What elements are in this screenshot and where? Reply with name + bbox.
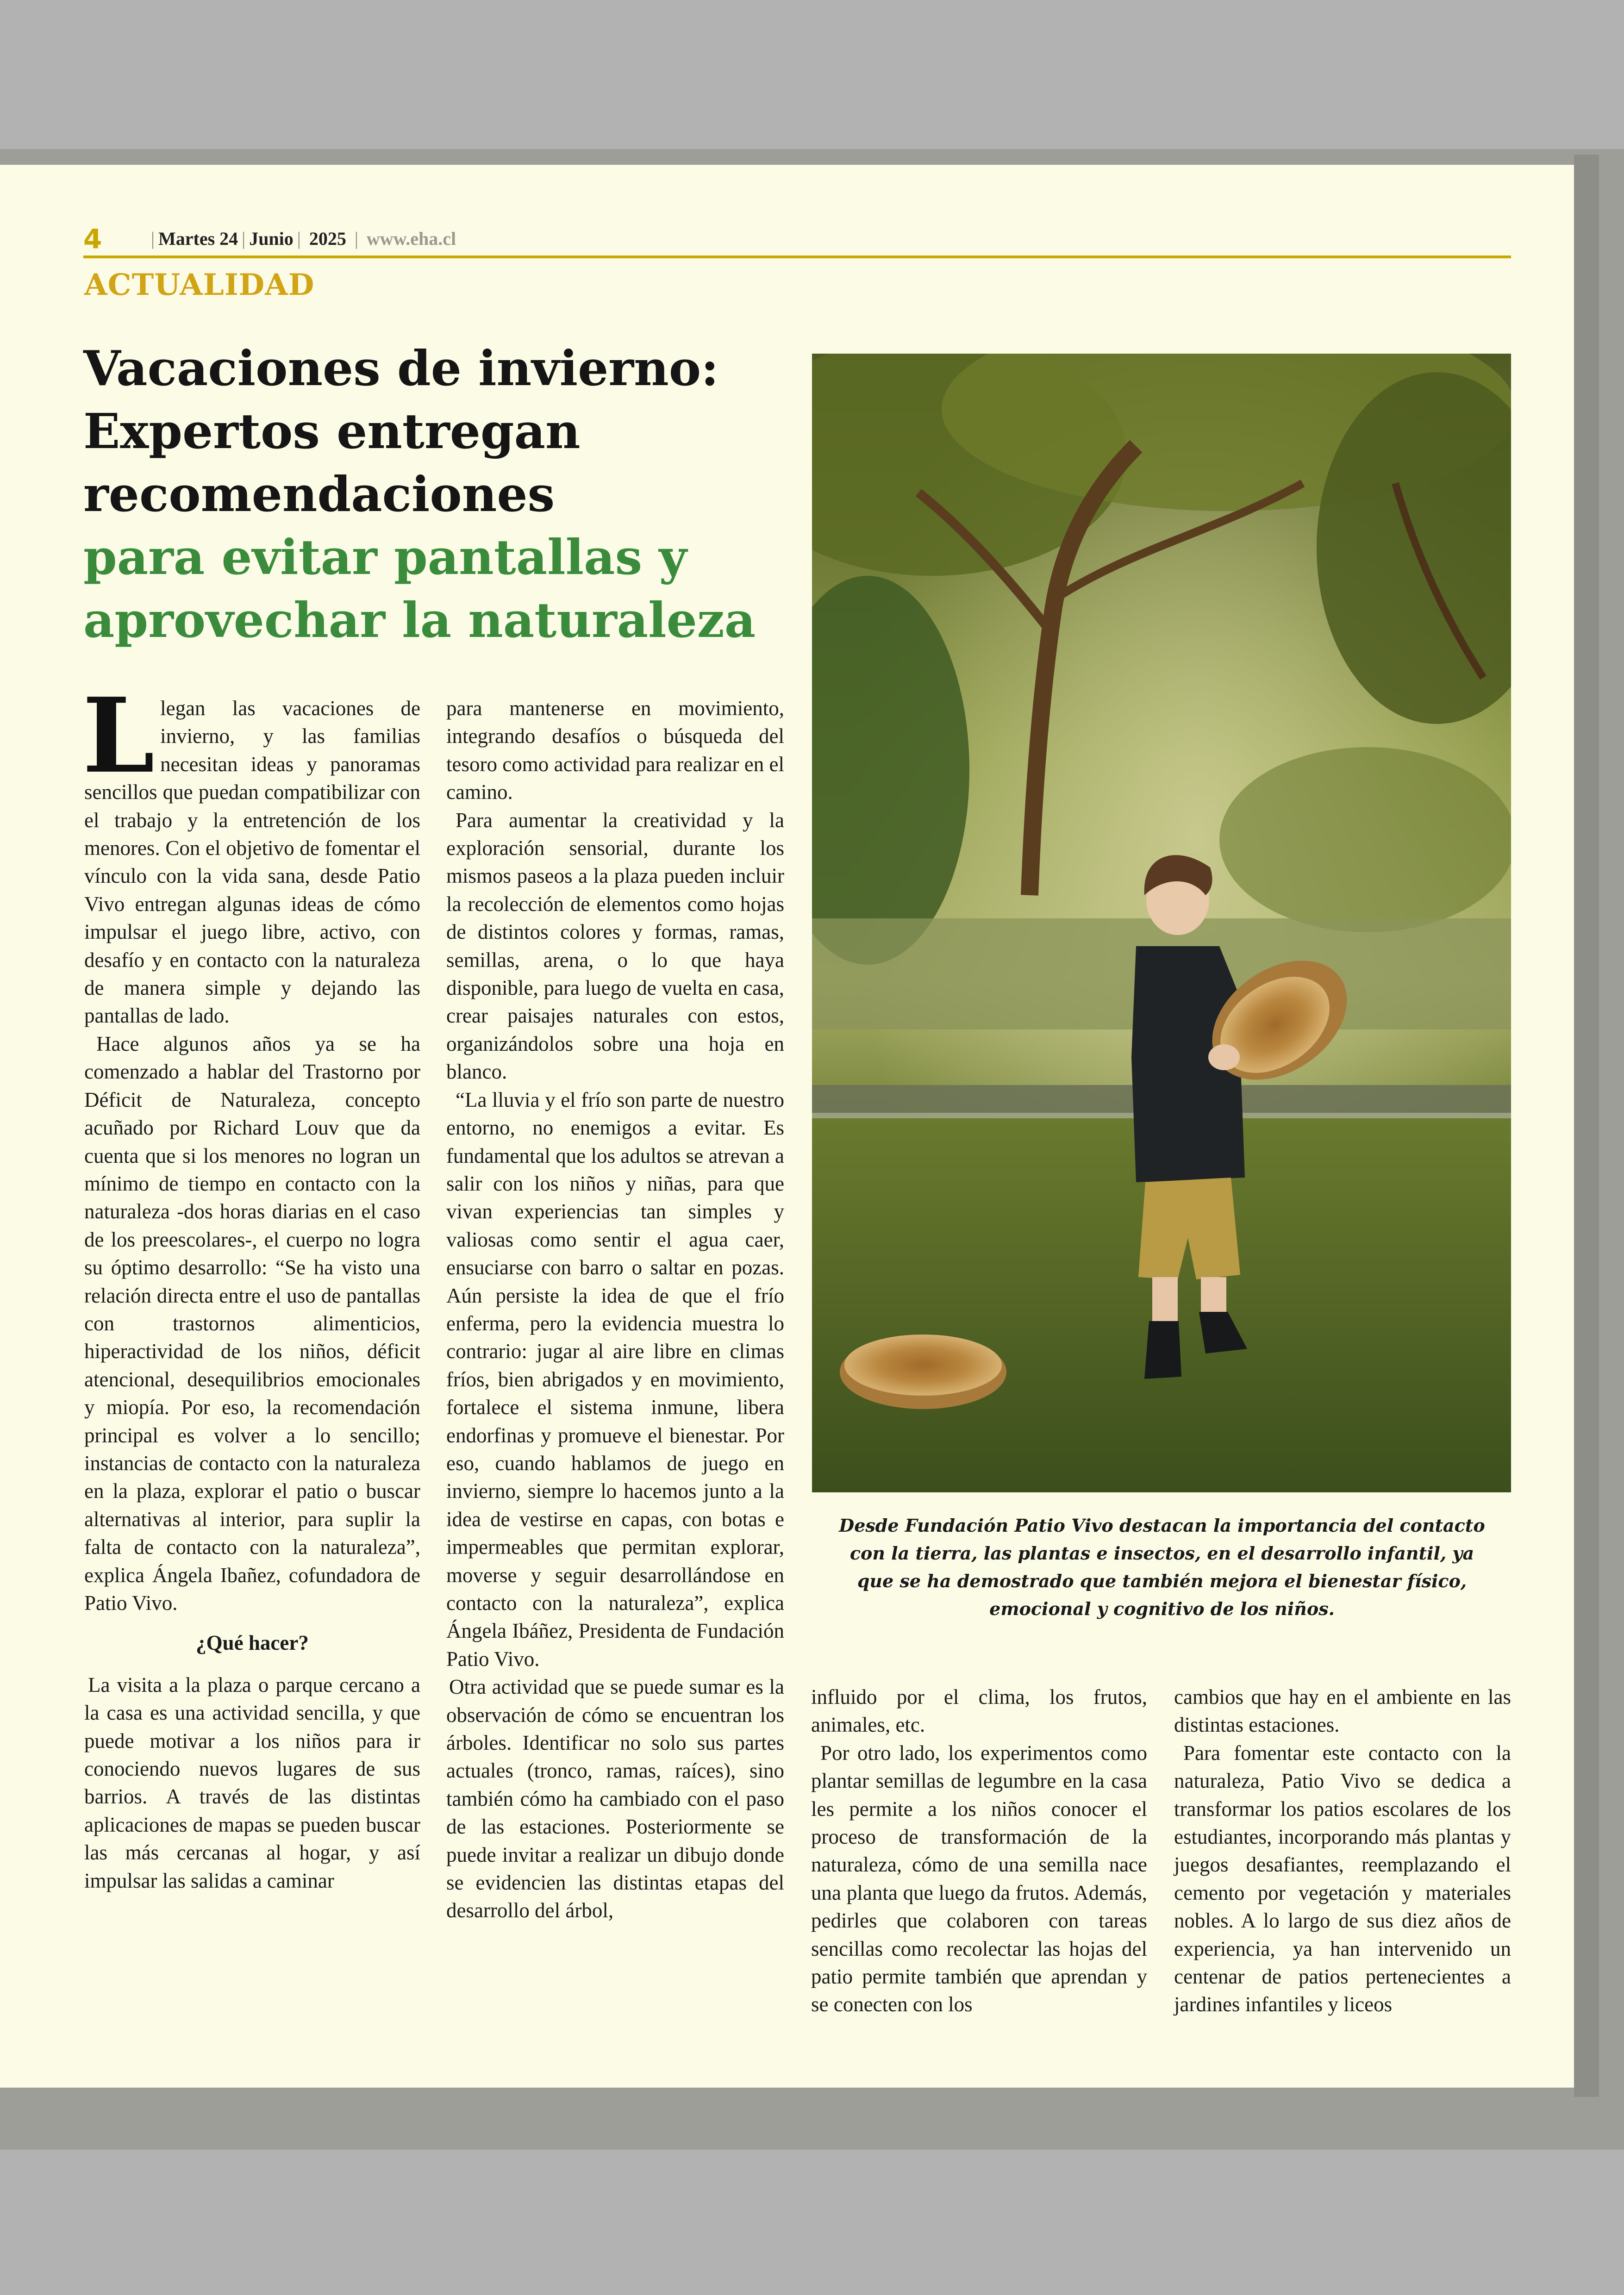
article-column-4	[1174, 1683, 1511, 2019]
article-column-3	[811, 1683, 1147, 2019]
article-paragraph: Hace algunos años ya se ha comenzado a hablar del Trastorno por Déficit de Naturaleza, concepto acuñado por Richard Louv que da cuenta que si los menores no logran un mínimo de tiempo en contacto con la naturaleza -dos horas diarias en el caso de los preescolares-, el cuerpo no logra su óptimo desarrollo: “Se ha visto una relación directa entre el uso de pantallas con trastornos alimenticios, hiperactividad de los niños, déficit atencional, desequilibrios emocionales y miopía. Por eso, la recomendación principal es volver a lo sencillo; instancias de contacto con la naturaleza en la plaza, explorar el patio o buscar alternativas al interior, para suplir la falta de contacto con la naturaleza”, explica Ángela Ibañez, cofundadora de Patio Vivo.	[84, 1032, 420, 1615]
article-paragraph: Por otro lado, los experimentos como plantar semillas de legumbre en la casa les permite a los niños conocer el proceso de transformación de la naturaleza, cómo de una semilla nace una planta que luego da frutos. Además, pedirles que colaboren con tareas sencillas como recolectar las hojas del patio permite también que aprendan y se conecten con los	[811, 1741, 1147, 2016]
newspaper-page	[0, 165, 1574, 2088]
article-paragraph: Llegan las vacaciones de invierno, y las familias necesitan ideas y panoramas sencillos que puedan compatibilizar con el trabajo y la entretención de los menores. Con el objetivo de fomentar el vínculo con la vida sana, desde Patio Vivo entregan algunas ideas de cómo impulsar el juego libre, activo, con desafío y en contacto con la naturaleza de manera simple y dejando las pantallas de lado.	[82, 676, 420, 1028]
date-line: | Martes 24 | Junio | 2025 | www.eha.cl	[151, 228, 456, 249]
headline-line-green: para evitar pantallas y	[83, 529, 687, 586]
headline	[83, 337, 806, 652]
headline-line: recomendaciones	[83, 466, 555, 523]
section-label: ACTUALIDAD	[84, 268, 315, 302]
article-column-1	[82, 676, 420, 1895]
article-paragraph: para mantenerse en movimiento, integrando desafíos o búsqueda del tesoro como actividad para realizar en el camino.	[446, 697, 784, 804]
drop-cap: L	[82, 676, 155, 796]
article-paragraph: “La lluvia y el frío son parte de nuestro entorno, no enemigos a evitar. Es fundamental que los adultos se atrevan a salir con los niños y niñas, para que vivan experiencias tan simples y valiosas como sentir el agua caer, ensuciarse con barro o saltar en pozas. Aún persiste la idea de que el frío enferma, pero la evidencia muestra lo contrario: jugar al aire libre en climas fríos, bien abrigados y en movimiento, fortalece el sistema inmune, libera endorfinas y promueve el bienestar. Por eso, cuando hablamos de juego en invierno, siempre lo hacemos junto a la idea de vestirse en capas, con botas e impermeables que permitan explorar, moverse y seguir desarrollándose en contacto con la naturaleza”, explica Ángela Ibáñez, Presidenta de Fundación Patio Vivo.	[446, 1088, 784, 1671]
wood-slice-ground-top	[844, 1335, 1002, 1396]
article-photo	[812, 354, 1511, 1492]
headline-line: Expertos entregan	[83, 403, 581, 460]
article-paragraph: Para fomentar este contacto con la naturaleza, Patio Vivo se dedica a transformar los patios escolares de los estudiantes, incorporando más plantas y juegos desafiantes, reemplazando el cemento por vegetación y materiales nobles. A lo largo de sus diez años de experiencia, ya han intervenido un centenar de patios pertenecientes a jardines infantiles y liceos	[1174, 1741, 1511, 2016]
article-column-2	[446, 694, 784, 1925]
photo-caption: Desde Fundación Patio Vivo destacan la importancia del contacto con la tierra, las plantas e insectos, en el desarrollo infantil, ya que se ha demostrado que también mejora el bienestar físico, emocional y cognitivo de los niños.	[839, 1515, 1485, 1619]
weekday-day: Martes 24	[158, 228, 238, 249]
subheading: ¿Qué hacer?	[196, 1631, 309, 1655]
website-link[interactable]: www.eha.cl	[366, 228, 456, 249]
page-shadow	[1574, 155, 1599, 2097]
header-divider	[83, 256, 1511, 258]
article-paragraph: La visita a la plaza o parque cercano a la casa es una actividad sencilla, y que puede motivar a los niños para ir conociendo nuevos lugares de sus barrios. A través de las distintas aplicaciones de mapas se pueden buscar las más cercanas al hogar, y así impulsar las salidas a caminar	[84, 1673, 420, 1892]
article-paragraph: influido por el clima, los frutos, animales, etc.	[811, 1685, 1147, 1737]
headline-line: Vacaciones de invierno:	[83, 340, 719, 397]
child-leg	[1201, 1277, 1226, 1314]
foliage	[1219, 747, 1511, 932]
article-paragraph: cambios que hay en el ambiente en las distintas estaciones.	[1174, 1685, 1511, 1737]
month: Junio	[249, 228, 294, 249]
child-hand	[1208, 1044, 1240, 1070]
article-paragraph: Para aumentar la creatividad y la exploración sensorial, durante los mismos paseos a la plaza pueden incluir la recolección de elementos como hojas de distintos colores y formas, ramas, semillas, arena, o lo que haya disponible, para luego de vuelta en casa, crear paisajes naturales con estos, organizándolos sobre una hoja en blanco.	[446, 808, 784, 1084]
year: 2025	[309, 228, 346, 249]
child-boot	[1144, 1321, 1181, 1379]
child-leg	[1152, 1277, 1178, 1323]
headline-line-green: aprovechar la naturaleza	[83, 592, 756, 649]
page-number: 4	[83, 223, 102, 255]
article-paragraph: Otra actividad que se puede sumar es la observación de cómo se encuentran los árboles. Identificar no solo sus partes actuales (tronco, ramas, raíces), sino también cómo ha cambiado con el paso de las estaciones. Posteriormente se puede invitar a realizar un dibujo donde se evidencien las distintas etapas del desarrollo del árbol,	[446, 1675, 784, 1922]
